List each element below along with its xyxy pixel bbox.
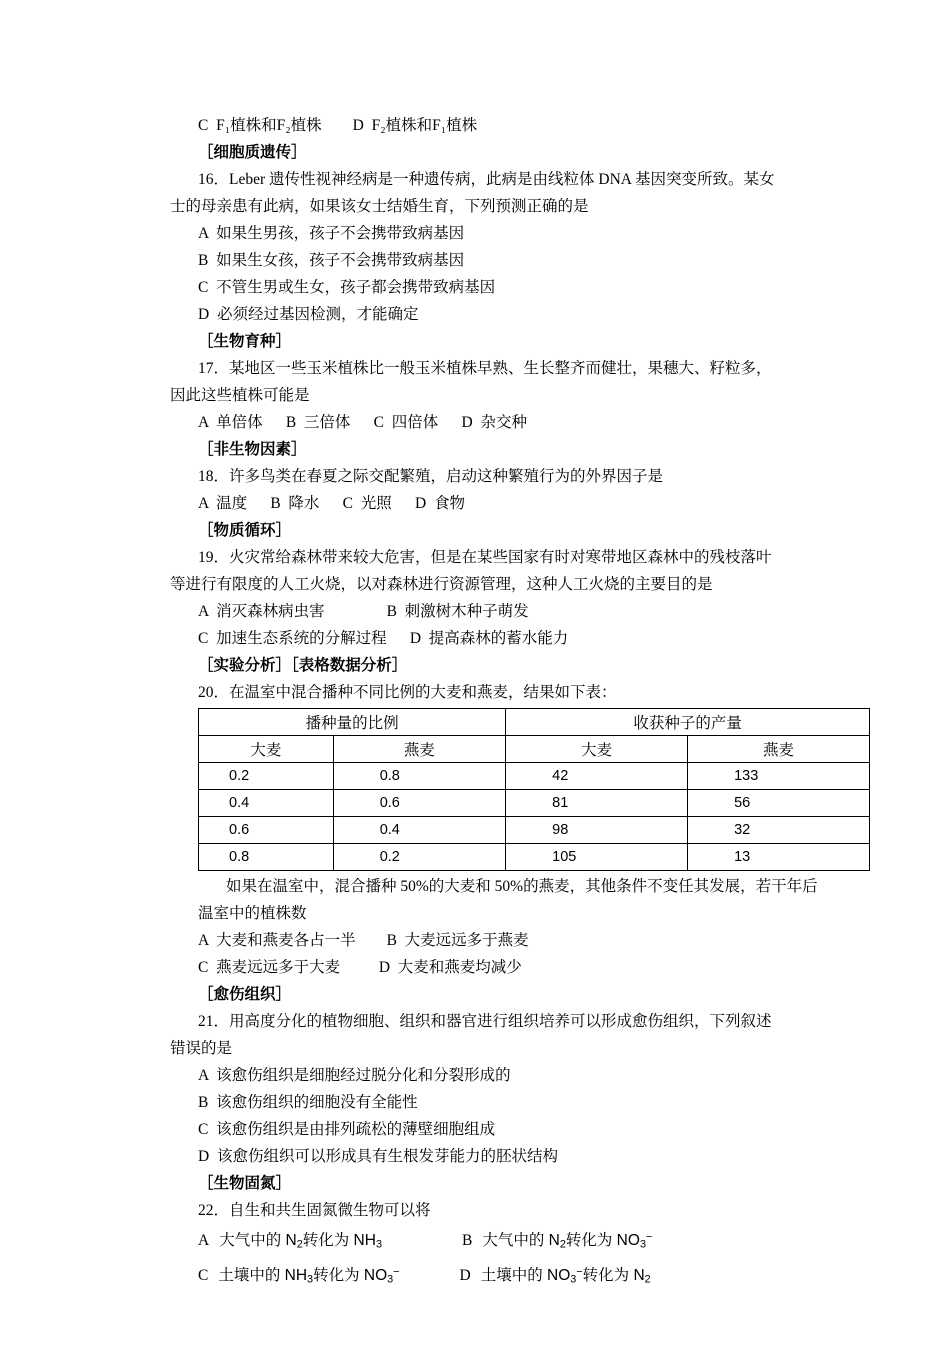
section-tag: ［物质循环］	[198, 522, 292, 539]
option-label-c: C	[198, 1266, 209, 1284]
option-line: A 温度 B 降水 C 光照 D 食物	[198, 495, 465, 512]
option-b-sub1: 2	[559, 1238, 566, 1251]
option-label-d: D	[459, 1266, 471, 1284]
option-line: D 该愈伤组织可以形成具有生根发芽能力的胚状结构	[198, 1148, 558, 1165]
cell-barley-yield: 42	[506, 763, 688, 790]
option-b-sub2: 3	[639, 1238, 646, 1251]
option-row-cd	[170, 1259, 830, 1294]
cell-barley-yield: 105	[506, 844, 688, 871]
cell-barley-yield: 98	[506, 817, 688, 844]
question-continuation: 等进行有限度的人工火烧，以对森林进行资源管理，这种人工火烧的主要目的是	[170, 576, 713, 593]
question-continuation: 温室中的植株数	[198, 905, 307, 922]
section-tag: ［细胞质遗传］	[198, 144, 307, 161]
cell-oat-sow: 0.2	[333, 844, 505, 871]
option-a-sub1: 2	[296, 1238, 303, 1251]
table-row	[199, 817, 870, 844]
option-line: A 该愈伤组织是细胞经过脱分化和分裂形成的	[198, 1067, 511, 1084]
cell-oat-yield: 133	[688, 763, 870, 790]
option-a-mid: 转化为 NH	[302, 1231, 376, 1249]
option-b-pre: 大气中的 N	[482, 1231, 560, 1249]
option-line: D 必须经过基因检测，才能确定	[198, 306, 419, 323]
question-continuation: 因此这些植株可能是	[170, 387, 310, 404]
option-line: B 该愈伤组织的细胞没有全能性	[198, 1094, 418, 1111]
option-b-sup: −	[645, 1231, 653, 1243]
cell-barley-sow: 0.8	[199, 844, 334, 871]
sowing-harvest-table	[198, 708, 870, 871]
header-group-sowing: 播种量的比例	[199, 709, 506, 736]
options-line: C F₁植株和F₂植株 D F₂植株和F₁植株	[198, 117, 478, 134]
option-d-pre: 土壤中的 NO	[480, 1266, 571, 1284]
option-d-sub1: 3	[570, 1273, 577, 1286]
question-line: 如果在温室中，混合播种 50%的大麦和 50%的燕麦，其他条件不变任其发展，若干年后	[226, 878, 818, 895]
question-line: 18．许多鸟类在春夏之际交配繁殖，启动这种繁殖行为的外界因子是	[198, 468, 664, 485]
option-line: C 加速生态系统的分解过程 D 提高森林的蓄水能力	[198, 630, 569, 647]
option-d-sub2: 2	[644, 1273, 651, 1286]
option-c-pre: 土壤中的 NH	[218, 1266, 308, 1284]
option-label-a: A	[198, 1231, 210, 1249]
option-line: A 消灭森林病虫害 B 刺激树木种子萌发	[198, 603, 529, 620]
question-line: 17．某地区一些玉米植株比一般玉米植株早熟、生长整齐而健壮，果穗大、籽粒多，	[198, 360, 772, 377]
data-table-wrapper	[170, 708, 830, 871]
option-d-sup: −	[576, 1265, 583, 1278]
content-after-table	[170, 873, 830, 1224]
header-sub-barley-yield: 大麦	[506, 736, 688, 763]
table-row	[199, 844, 870, 871]
cell-barley-sow: 0.6	[199, 817, 334, 844]
question-continuation: 士的母亲患有此病，如果该女士结婚生育，下列预测正确的是	[170, 198, 589, 215]
header-sub-oat-yield: 燕麦	[688, 736, 870, 763]
cell-oat-yield: 32	[688, 817, 870, 844]
option-line: B 如果生女孩，孩子不会携带致病基因	[198, 252, 465, 269]
option-line: A 如果生男孩，孩子不会携带致病基因	[198, 225, 465, 242]
cell-oat-sow: 0.8	[333, 763, 505, 790]
table-row	[199, 790, 870, 817]
section-tag: ［生物育种］	[198, 333, 292, 350]
section-tag: ［生物固氮］	[198, 1175, 292, 1192]
section-tag: ［非生物因素］	[198, 441, 307, 458]
cell-barley-sow: 0.4	[199, 790, 334, 817]
option-line: A 大麦和燕麦各占一半 B 大麦远远多于燕麦	[198, 932, 529, 949]
option-d-mid: 转化为 N	[582, 1266, 645, 1284]
cell-barley-sow: 0.2	[199, 763, 334, 790]
question-continuation: 错误的是	[170, 1040, 233, 1057]
option-line: C 燕麦远远多于大麦 D 大麦和燕麦均减少	[198, 959, 522, 976]
option-line: A 单倍体 B 三倍体 C 四倍体 D 杂交种	[198, 414, 527, 431]
option-c-sub1: 3	[307, 1273, 314, 1286]
section-tag: ［实验分析］［表格数据分析］	[198, 657, 408, 674]
cell-oat-sow: 0.4	[333, 817, 505, 844]
option-c-sub2: 3	[387, 1273, 394, 1286]
option-row-ab	[170, 1224, 830, 1259]
table-header-sub-row	[199, 736, 870, 763]
option-line: C 该愈伤组织是由排列疏松的薄壁细胞组成	[198, 1121, 496, 1138]
cell-oat-yield: 13	[688, 844, 870, 871]
cell-oat-sow: 0.6	[333, 790, 505, 817]
option-line: C 不管生男或生女，孩子都会携带致病基因	[198, 279, 496, 296]
question-line: 16．Leber 遗传性视神经病是一种遗传病，此病是由线粒体 DNA 基因突变所致。某女	[198, 171, 775, 188]
header-group-harvest: 收获种子的产量	[506, 709, 870, 736]
option-c-sup: −	[393, 1265, 400, 1278]
cell-oat-yield: 56	[688, 790, 870, 817]
table-header-group-row	[199, 709, 870, 736]
question-line: 21．用高度分化的植物细胞、组织和器官进行组织培养可以形成愈伤组织，下列叙述	[198, 1013, 772, 1030]
cell-barley-yield: 81	[506, 790, 688, 817]
header-sub-barley-sow: 大麦	[199, 736, 334, 763]
content-before-table	[170, 112, 830, 706]
option-label-b: B	[461, 1231, 473, 1249]
section-tag: ［愈伤组织］	[198, 986, 292, 1003]
question-line: 22．自生和共生固氮微生物可以将	[198, 1202, 431, 1219]
chemical-options-block	[170, 1224, 830, 1293]
question-line: 19．火灾常给森林带来较大危害，但是在某些国家有时对寒带地区森林中的残枝落叶	[198, 549, 772, 566]
option-a-sub2: 3	[375, 1238, 382, 1251]
header-sub-oat-sow: 燕麦	[333, 736, 505, 763]
option-a-pre: 大气中的 N	[219, 1231, 297, 1249]
option-c-mid: 转化为 NO	[313, 1266, 388, 1284]
option-b-mid: 转化为 NO	[565, 1231, 640, 1249]
table-row	[199, 763, 870, 790]
question-line: 20．在温室中混合播种不同比例的大麦和燕麦，结果如下表：	[198, 684, 617, 701]
